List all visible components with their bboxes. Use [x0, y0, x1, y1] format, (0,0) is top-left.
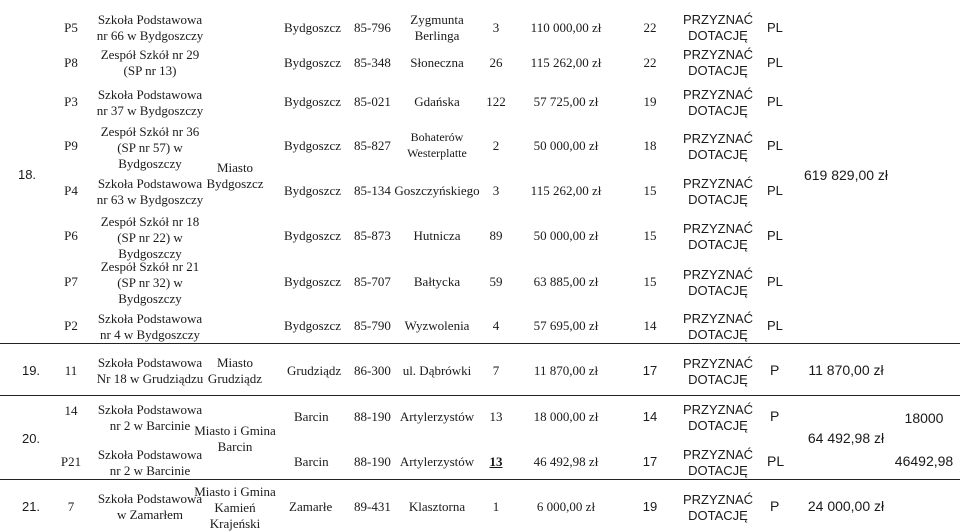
house-number: 59 — [489, 274, 503, 289]
row-label: P21 — [60, 454, 82, 469]
postal-code: 85-707 — [354, 274, 391, 289]
amount: 57 695,00 zł — [533, 318, 599, 333]
decision: DOTACJĘ — [688, 63, 748, 78]
city: Bydgoszcz — [284, 183, 342, 198]
term: 19 — [642, 499, 658, 514]
city: Bydgoszcz — [284, 55, 342, 70]
house-number: 89 — [489, 228, 503, 243]
city: Bydgoszcz — [284, 274, 342, 289]
decision: PRZYZNAĆ — [682, 447, 754, 462]
row-label: P3 — [64, 94, 78, 109]
decision: PRZYZNAĆ — [682, 356, 754, 371]
school-name: nr 4 w Bydgoszczy — [99, 327, 201, 342]
row-label: P7 — [64, 274, 78, 289]
postal-code: 85-134 — [354, 183, 391, 198]
row-label: P8 — [64, 55, 78, 70]
city: Zamarłe — [289, 499, 333, 514]
street: Westerplatte — [407, 146, 467, 160]
school-name: Szkoła Podstawowa — [97, 355, 203, 370]
postal-code: 85-348 — [354, 55, 391, 70]
school-name: Bydgoszczy — [118, 156, 182, 171]
postal-code: 85-827 — [354, 138, 391, 153]
term: 18 — [643, 138, 657, 153]
house-number: 7 — [492, 363, 500, 378]
street: Klasztorna — [408, 499, 466, 514]
postal-code: 85-790 — [354, 318, 391, 333]
school-name: Zespół Szkół nr 29 — [100, 47, 200, 62]
city: Bydgoszcz — [284, 228, 342, 243]
group-total: 24 000,00 zł — [807, 498, 885, 514]
postal-code: 88-190 — [354, 409, 391, 424]
term: 14 — [642, 409, 658, 424]
municipality: Kamień — [214, 500, 256, 515]
school-name: Nr 18 w Grudziądzu — [96, 371, 204, 386]
mark: PL — [767, 94, 783, 109]
school-name: nr 37 w Bydgoszczy — [96, 103, 204, 118]
street: Goszczyńskiego — [394, 183, 480, 198]
city: Bydgoszcz — [284, 318, 342, 333]
street: ul. Dąbrówki — [402, 363, 472, 378]
row-label: 11 — [64, 363, 78, 378]
house-number: 4 — [492, 318, 500, 333]
term: 22 — [643, 55, 657, 70]
mark: PL — [767, 228, 783, 243]
city: Bydgoszcz — [284, 94, 342, 109]
school-name: Zespół Szkół nr 21 — [100, 259, 200, 274]
municipality: Krajeński — [209, 516, 261, 531]
row-label: P6 — [64, 228, 78, 243]
amount: 115 262,00 zł — [530, 55, 602, 70]
street: Bałtycka — [413, 274, 461, 289]
decision: PRZYZNAĆ — [682, 221, 754, 236]
municipality: Bydgoszcz — [206, 176, 264, 191]
group-part: 18000 — [904, 410, 944, 426]
term: 15 — [643, 274, 657, 289]
decision: PRZYZNAĆ — [682, 12, 754, 27]
school-name: Szkoła Podstawowa — [97, 402, 203, 417]
school-name: Bydgoszczy — [118, 291, 182, 306]
decision: DOTACJĘ — [688, 372, 748, 387]
street: Bohaterów — [410, 130, 464, 144]
postal-code: 89-431 — [354, 499, 391, 514]
school-name: w Zamarłem — [116, 507, 184, 522]
municipality: Barcin — [217, 439, 253, 454]
decision: PRZYZNAĆ — [682, 267, 754, 282]
street: Artylerzystów — [399, 454, 475, 469]
group-number: 21. — [21, 499, 41, 514]
school-name: (SP nr 32) w — [117, 275, 183, 290]
street: Gdańska — [414, 94, 460, 109]
decision: DOTACJĘ — [688, 192, 748, 207]
group-total: 11 870,00 zł — [808, 362, 884, 378]
term: 15 — [643, 183, 657, 198]
mark: PL — [767, 183, 783, 198]
term: 19 — [643, 94, 657, 109]
decision: DOTACJĘ — [688, 508, 748, 523]
street: Berlinga — [414, 28, 460, 43]
group-divider — [0, 343, 960, 344]
postal-code: 85-796 — [354, 20, 391, 35]
school-name: Szkoła Podstawowa — [97, 87, 203, 102]
school-name: Zespół Szkół nr 36 — [100, 124, 200, 139]
municipality: Miasto — [216, 355, 254, 370]
school-name: nr 63 w Bydgoszczy — [96, 192, 204, 207]
row-label: P2 — [64, 318, 78, 333]
amount: 18 000,00 zł — [533, 409, 599, 424]
municipality: Grudziądz — [207, 371, 263, 386]
school-name: Szkoła Podstawowa — [97, 176, 203, 191]
house-number: 3 — [492, 20, 500, 35]
decision: DOTACJĘ — [688, 147, 748, 162]
term: 15 — [643, 228, 657, 243]
amount: 46 492,98 zł — [533, 454, 599, 469]
street: Zygmunta — [410, 12, 464, 27]
house-number: 122 — [486, 94, 506, 109]
group-part: 46492,98 — [894, 453, 954, 469]
term: 17 — [642, 454, 658, 469]
mark: P — [770, 362, 780, 378]
row-label: P5 — [64, 20, 78, 35]
municipality: Miasto i Gmina — [194, 423, 276, 438]
city: Grudziądz — [287, 363, 342, 378]
amount: 50 000,00 zł — [533, 228, 599, 243]
decision: PRZYZNAĆ — [682, 492, 754, 507]
group-number: 18. — [17, 167, 37, 182]
mark: P — [770, 498, 780, 514]
postal-code: 86-300 — [354, 363, 391, 378]
street: Artylerzystów — [399, 409, 475, 424]
decision: DOTACJĘ — [688, 327, 748, 342]
decision: DOTACJĘ — [688, 237, 748, 252]
group-total: 64 492,98 zł — [807, 430, 885, 446]
decision: PRZYZNAĆ — [682, 402, 754, 417]
street: Słoneczna — [410, 55, 464, 70]
mark: PL — [767, 138, 783, 153]
municipality: Miasto i Gmina — [194, 484, 276, 499]
group-divider — [0, 479, 960, 480]
school-name: (SP nr 57) w — [117, 140, 183, 155]
school-name: (SP nr 13) — [123, 63, 177, 78]
street: Wyzwolenia — [404, 318, 470, 333]
decision: DOTACJĘ — [688, 463, 748, 478]
city: Bydgoszcz — [284, 20, 342, 35]
decision: DOTACJĘ — [688, 103, 748, 118]
house-number: 2 — [492, 138, 500, 153]
decision: PRZYZNAĆ — [682, 131, 754, 146]
school-name: nr 2 w Barcinie — [109, 463, 191, 478]
decision: PRZYZNAĆ — [682, 311, 754, 326]
mark: P — [770, 408, 780, 424]
row-label: 14 — [64, 403, 78, 418]
group-divider — [0, 395, 960, 396]
municipality: Miasto — [216, 160, 254, 175]
amount: 57 725,00 zł — [533, 94, 599, 109]
house-number: 1 — [492, 499, 500, 514]
amount: 50 000,00 zł — [533, 138, 599, 153]
city: Barcin — [294, 409, 329, 424]
school-name: nr 66 w Bydgoszczy — [96, 28, 204, 43]
house-number: 13 — [489, 409, 503, 424]
decision: PRZYZNAĆ — [682, 47, 754, 62]
house-number: 13 — [489, 454, 503, 469]
amount: 6 000,00 zł — [536, 499, 596, 514]
mark: PL — [767, 274, 783, 289]
school-name: Zespół Szkół nr 18 — [100, 214, 200, 229]
group-total: 619 829,00 zł — [803, 167, 889, 183]
amount: 63 885,00 zł — [533, 274, 599, 289]
mark: PL — [767, 453, 785, 469]
row-label: P9 — [64, 138, 78, 153]
term: 22 — [643, 20, 657, 35]
mark: PL — [767, 55, 783, 70]
decision: DOTACJĘ — [688, 418, 748, 433]
street: Hutnicza — [413, 228, 461, 243]
mark: PL — [767, 20, 783, 35]
decision: DOTACJĘ — [688, 283, 748, 298]
amount: 11 870,00 zł — [533, 363, 599, 378]
decision: PRZYZNAĆ — [682, 87, 754, 102]
house-number: 3 — [492, 183, 500, 198]
amount: 115 262,00 zł — [530, 183, 602, 198]
city: Barcin — [294, 454, 329, 469]
group-number: 19. — [21, 363, 41, 378]
term: 17 — [642, 363, 658, 378]
school-name: Bydgoszczy — [118, 246, 182, 261]
mark: PL — [767, 318, 783, 333]
postal-code: 85-021 — [354, 94, 391, 109]
row-label: 7 — [67, 499, 75, 514]
amount: 110 000,00 zł — [530, 20, 602, 35]
decision: DOTACJĘ — [688, 28, 748, 43]
group-number: 20. — [21, 431, 41, 446]
school-name: Szkoła Podstawowa — [97, 491, 203, 506]
row-label: P4 — [64, 183, 78, 198]
postal-code: 88-190 — [354, 454, 391, 469]
school-name: Szkoła Podstawowa — [97, 447, 203, 462]
school-name: (SP nr 22) w — [117, 230, 183, 245]
school-name: Szkoła Podstawowa — [97, 12, 203, 27]
postal-code: 85-873 — [354, 228, 391, 243]
school-name: Szkoła Podstawowa — [97, 311, 203, 326]
school-name: nr 2 w Barcinie — [109, 418, 191, 433]
decision: PRZYZNAĆ — [682, 176, 754, 191]
term: 14 — [643, 318, 657, 333]
house-number: 26 — [489, 55, 503, 70]
city: Bydgoszcz — [284, 138, 342, 153]
